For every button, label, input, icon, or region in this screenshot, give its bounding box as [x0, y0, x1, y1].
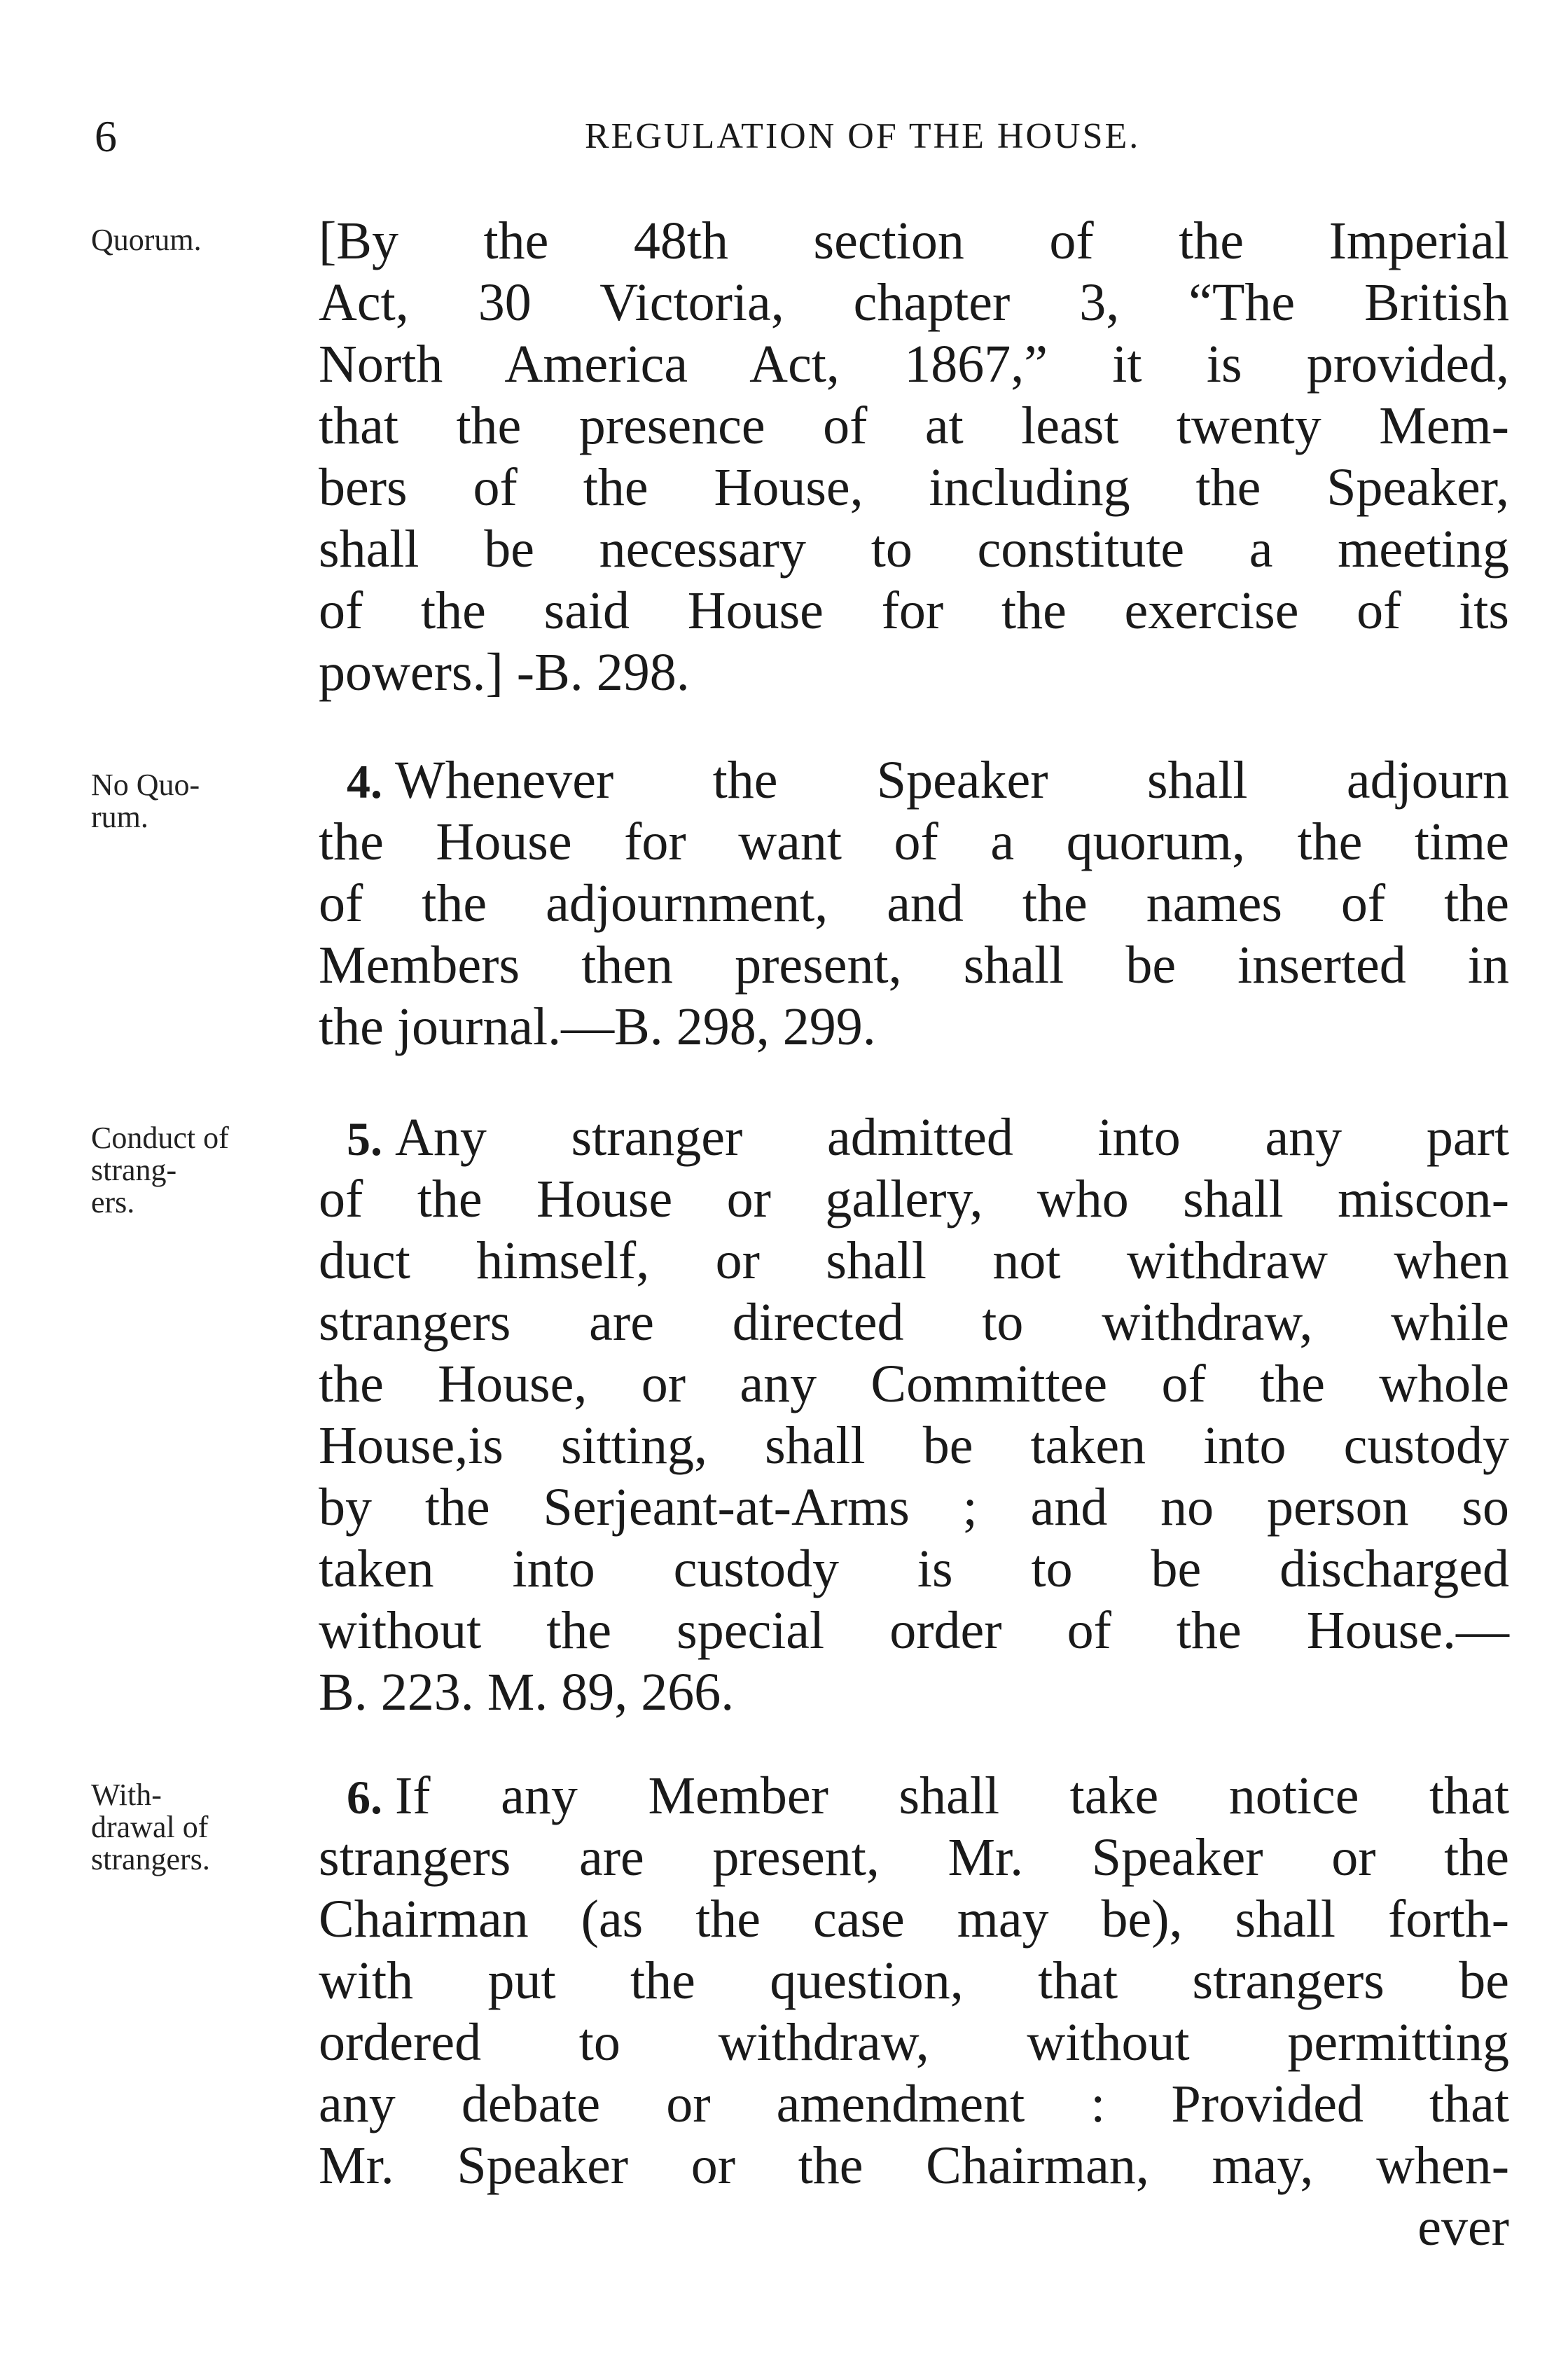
- rule-number: 5.: [347, 1112, 382, 1165]
- text-line: without the special order of the House.—: [319, 1601, 1509, 1660]
- text-line: B. 223. M. 89, 266.: [319, 1663, 735, 1722]
- text-line: duct himself, or shall not withdraw when: [319, 1231, 1509, 1290]
- margin-note: Conduct of strang- ers.: [91, 1121, 229, 1219]
- section-text: [319, 1765, 1509, 2258]
- text-line: Whenever the Speaker shall adjourn: [395, 751, 1509, 810]
- text-line: the House for want of a quorum, the time: [319, 812, 1509, 871]
- text-line: Any stranger admitted into any part: [395, 1108, 1509, 1167]
- text-line: Members then present, shall be inserted in: [319, 936, 1509, 995]
- catchword: ever: [1417, 2198, 1509, 2257]
- section-text: [319, 749, 1509, 1058]
- text-line: the journal.—B. 298, 299.: [319, 997, 876, 1056]
- text-line: bers of the House, including the Speaker,: [319, 458, 1509, 517]
- text-line: powers.] -B. 298.: [319, 643, 690, 702]
- text-line: of the House or gallery, who shall miscon-: [319, 1170, 1509, 1229]
- text-line: by the Serjeant-at-Arms ; and no person so: [319, 1478, 1509, 1537]
- text-line: of the said House for the exercise of its: [319, 581, 1509, 640]
- text-line: strangers are present, Mr. Speaker or the: [319, 1828, 1509, 1887]
- running-title: REGULATION OF THE HOUSE.: [585, 116, 1141, 156]
- text-line: taken into custody is to be discharged: [319, 1540, 1509, 1598]
- text-line: ordered to withdraw, without permitting: [319, 2013, 1509, 2072]
- margin-note: No Quo- rum.: [91, 768, 200, 834]
- section-text: [319, 210, 1509, 703]
- text-line: any debate or amendment : Provided that: [319, 2075, 1509, 2133]
- text-line: the House, or any Committee of the whole: [319, 1355, 1509, 1413]
- text-line: with put the question, that strangers be: [319, 1951, 1509, 2010]
- section-text: [319, 1107, 1509, 1723]
- text-line: If any Member shall take notice that: [395, 1766, 1509, 1825]
- text-line: of the adjournment, and the names of the: [319, 874, 1509, 933]
- rule-number: 6.: [347, 1771, 382, 1824]
- text-line-first: [319, 1107, 1509, 1168]
- page-number: 6: [95, 111, 117, 161]
- text-line-first: [319, 1765, 1509, 1827]
- text-line: Chairman (as the case may be), shall forth-: [319, 1890, 1509, 1949]
- text-line: shall be necessary to constitute a meeting: [319, 520, 1509, 579]
- text-line: Mr. Speaker or the Chairman, may, when-: [319, 2136, 1509, 2195]
- text-line: [By the 48th section of the Imperial: [319, 212, 1509, 270]
- text-line: House,is sitting, shall be taken into custody: [319, 1416, 1509, 1475]
- margin-note: Quorum.: [91, 223, 202, 257]
- text-line: North America Act, 1867,” it is provided,: [319, 335, 1509, 394]
- text-line: Act, 30 Victoria, chapter 3, “The British: [319, 273, 1509, 332]
- text-line: that the presence of at least twenty Mem-: [319, 396, 1509, 455]
- text-line-first: [319, 749, 1509, 811]
- page-header: [95, 105, 1495, 168]
- margin-note: With- drawal of strangers.: [91, 1778, 210, 1876]
- text-line: strangers are directed to withdraw, while: [319, 1293, 1509, 1352]
- rule-number: 4.: [347, 755, 382, 808]
